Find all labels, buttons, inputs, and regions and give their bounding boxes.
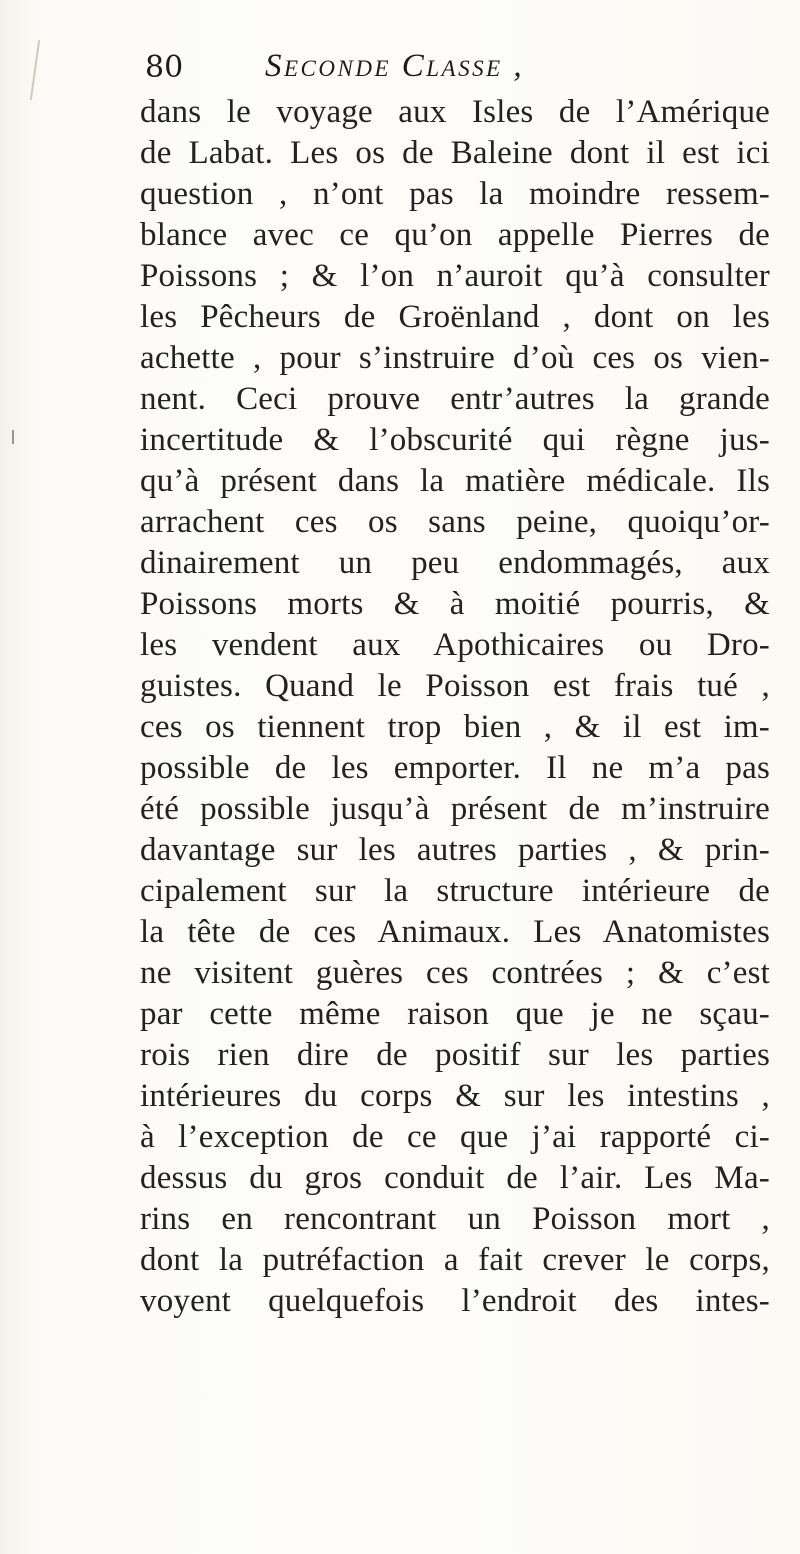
text-line: la tête de ces Animaux. Les Anatomistes <box>140 914 770 950</box>
page-number: 80 <box>145 50 184 85</box>
text-line: à l’exception de ce que j’ai rapporté ci- <box>140 1119 770 1155</box>
text-line: les vendent aux Apothicaires ou Dro- <box>140 627 770 663</box>
text-line: été possible jusqu’à présent de m’instruire <box>140 791 770 827</box>
text-line: achette , pour s’instruire d’où ces os vien- <box>140 340 770 376</box>
running-head: Seconde Classe , <box>265 48 525 84</box>
text-line: ces os tiennent trop bien , & il est im- <box>140 709 770 745</box>
text-line: les Pêcheurs de Groënland , dont on les <box>140 299 770 335</box>
text-line: question , n’ont pas la moindre ressem- <box>140 176 770 212</box>
text-line: nent. Ceci prouve entr’autres la grande <box>140 381 770 417</box>
text-line: par cette même raison que je ne sçau- <box>140 996 770 1032</box>
text-line: rois rien dire de positif sur les parties <box>140 1037 770 1073</box>
text-line: arrachent ces os sans peine, quoiqu’or- <box>140 504 770 540</box>
text-line: dans le voyage aux Isles de l’Amérique <box>140 94 770 130</box>
text-line: voyent quelquefois l’endroit des intes- <box>140 1283 770 1319</box>
text-line: Poissons ; & l’on n’auroit qu’à consulter <box>140 258 770 294</box>
text-line: dinairement un peu endommagés, aux <box>140 545 770 581</box>
text-line: intérieures du corps & sur les intestins , <box>140 1078 770 1114</box>
text-line: dont la putréfaction a fait crever le corps, <box>140 1242 770 1278</box>
page-header <box>145 50 755 96</box>
margin-pencil-mark <box>30 40 40 100</box>
text-line: rins en rencontrant un Poisson mort , <box>140 1201 770 1237</box>
body-text <box>140 92 770 1322</box>
text-line: blance avec ce qu’on appelle Pierres de <box>140 217 770 253</box>
text-line: de Labat. Les os de Baleine dont il est ici <box>140 135 770 171</box>
text-line: possible de les emporter. Il ne m’a pas <box>140 750 770 786</box>
text-line: ne visitent guères ces contrées ; & c’est <box>140 955 770 991</box>
text-line: dessus du gros conduit de l’air. Les Ma- <box>140 1160 770 1196</box>
text-line: davantage sur les autres parties , & prin- <box>140 832 770 868</box>
text-line: Poissons morts & à moitié pourris, & <box>140 586 770 622</box>
text-line: guistes. Quand le Poisson est frais tué , <box>140 668 770 704</box>
text-line: cipalement sur la structure intérieure de <box>140 873 770 909</box>
margin-tick-mark <box>12 430 14 444</box>
text-line: qu’à présent dans la matière médicale. Ils <box>140 463 770 499</box>
text-line: incertitude & l’obscurité qui règne jus- <box>140 422 770 458</box>
